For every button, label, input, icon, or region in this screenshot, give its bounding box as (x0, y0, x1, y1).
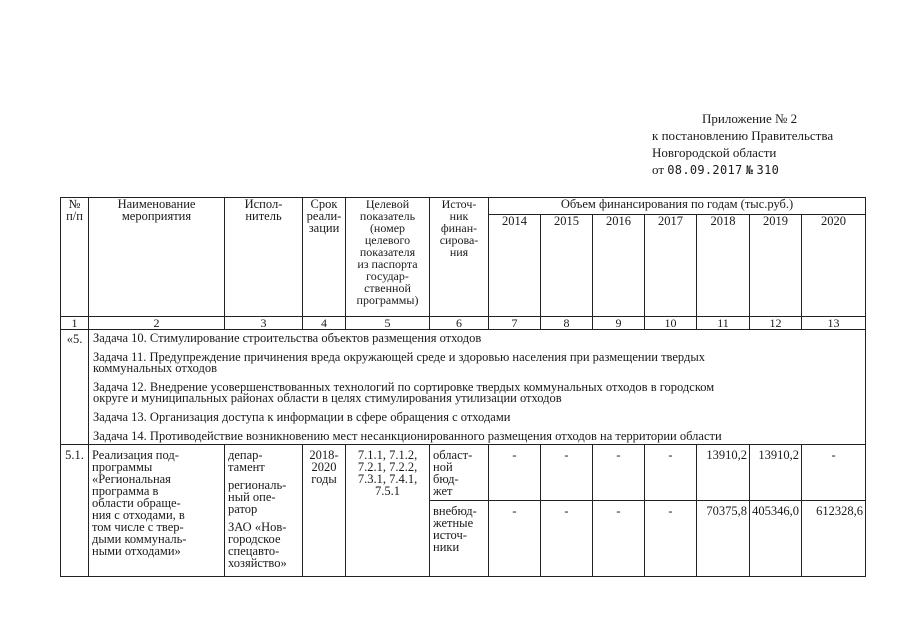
funding-value: - (645, 445, 697, 501)
task-12: Задача 12. Внедрение усовершенствованных технологий по сортировке твердых коммунальных отходов в городском (93, 380, 715, 394)
row-index: 5.1. (61, 445, 89, 577)
funding-source-extrabudgetary: внебюд- жетные источ- ники (430, 501, 489, 577)
column-number: 1 (61, 317, 89, 330)
header-year: 2020 (802, 215, 866, 317)
funding-value: - (802, 445, 866, 501)
funding-value: - (593, 445, 645, 501)
executor-department: депар- тамент (228, 448, 265, 474)
header-executor: Испол- нитель (225, 198, 303, 317)
header-year: 2014 (489, 215, 541, 317)
row-name: Реализация под- программы «Региональная программа в области обраще- ния с отходами, в том числе с твер- дыми коммуналь- ными отходами» (89, 445, 225, 577)
measures-table (60, 197, 865, 571)
appendix-title: Приложение № 2 (702, 111, 798, 126)
funding-value: 13910,2 (750, 445, 802, 501)
appendix-region: Новгородской области (652, 145, 777, 160)
resolution-number: 310 (756, 163, 780, 177)
funding-value: 70375,8 (697, 501, 750, 577)
column-number-row (61, 317, 866, 330)
funding-value: - (541, 445, 593, 501)
column-number: 9 (593, 317, 645, 330)
funding-value: - (489, 501, 541, 577)
row-term: 2018- 2020 годы (303, 445, 346, 577)
funding-value: - (645, 501, 697, 577)
header-term: Срок реали- зации (303, 198, 346, 317)
header-year: 2018 (697, 215, 750, 317)
table-header-row (61, 198, 866, 215)
appendix-header (652, 110, 833, 179)
column-number: 12 (750, 317, 802, 330)
column-number: 7 (489, 317, 541, 330)
header-year: 2019 (750, 215, 802, 317)
funding-source-regional: област- ной бюд- жет (430, 445, 489, 501)
header-year: 2017 (645, 215, 697, 317)
header-target: Целевой показатель (номер целевого показателя из паспорта государ- ственной программы) (346, 198, 430, 317)
funding-value: 13910,2 (697, 445, 750, 501)
task-13: Задача 13. Организация доступа к информации в сфере обращения с отходами (93, 410, 511, 424)
column-number: 2 (89, 317, 225, 330)
section-index: «5. (61, 330, 89, 445)
column-number: 10 (645, 317, 697, 330)
row-target: 7.1.1, 7.1.2, 7.2.1, 7.2.2, 7.3.1, 7.4.1, 7.5.1 (346, 445, 430, 577)
column-number: 3 (225, 317, 303, 330)
funding-value: - (593, 501, 645, 577)
task-10: Задача 10. Стимулирование строительства объектов размещения отходов (93, 331, 482, 345)
date-prefix: от (652, 162, 665, 177)
column-number: 13 (802, 317, 866, 330)
column-number: 4 (303, 317, 346, 330)
appendix-resolution: к постановлению Правительства (652, 128, 834, 143)
header-name: Наименование мероприятия (89, 198, 225, 317)
column-number: 6 (430, 317, 489, 330)
column-number: 8 (541, 317, 593, 330)
task-11: Задача 11. Предупреждение причинения вреда окружающей среде и здоровью населения при размещении твердых (93, 350, 705, 364)
header-year: 2016 (593, 215, 645, 317)
column-number: 5 (346, 317, 430, 330)
task-14: Задача 14. Противодействие возникновению мест несанкционированного размещения отходов на территории области (93, 429, 722, 443)
table-row (61, 445, 866, 501)
task-12-cont: округе и муниципальных районах области в целях стимулирования утилизации отходов (93, 391, 562, 405)
task-11-cont: коммунальных отходов (93, 361, 217, 375)
funding-value: 612328,6 (802, 501, 866, 577)
executor-regional-operator: региональ- ный опе- ратор (228, 478, 287, 516)
appendix-date-line (652, 161, 833, 179)
funding-value: - (541, 501, 593, 577)
header-year: 2015 (541, 215, 593, 317)
section-row (61, 330, 866, 445)
executor-company: ЗАО «Нов- городское спецавто- хозяйство» (228, 520, 287, 570)
funding-value: 405346,0 (750, 501, 802, 577)
funding-value: - (489, 445, 541, 501)
header-source: Источ- ник финан- сирова- ния (430, 198, 489, 317)
resolution-date: 08.09.2017 (667, 163, 743, 177)
header-num: № п/п (61, 198, 89, 317)
header-volume: Объем финансирования по годам (тыс.руб.) (489, 198, 866, 215)
column-number: 11 (697, 317, 750, 330)
row-executors (225, 445, 303, 577)
section-tasks (89, 330, 866, 445)
number-prefix: № (745, 163, 754, 177)
